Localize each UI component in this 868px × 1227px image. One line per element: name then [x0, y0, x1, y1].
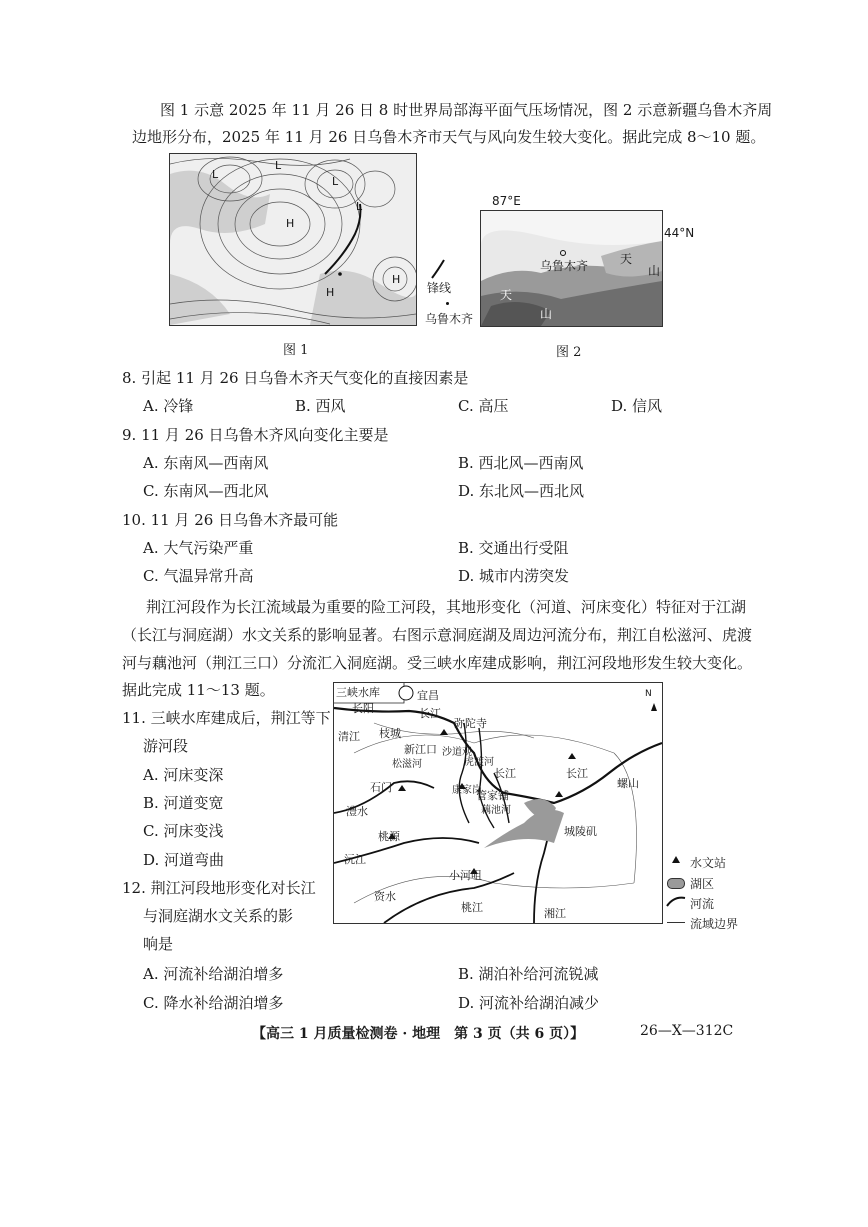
isobar-map: [170, 154, 416, 325]
tianshan-label: 天: [620, 252, 633, 266]
station-legend-icon: [672, 856, 680, 863]
map-label-shimen: 石门: [370, 781, 392, 794]
q8-option-b: B. 西风: [295, 397, 346, 415]
map-label-sanxia: 三峡水库: [336, 686, 380, 699]
q11-option-a: A. 河床变深: [143, 766, 224, 784]
q9-option-c: C. 东南风—西北风: [143, 482, 269, 500]
map-label-xiaohezui: 小河咀: [449, 869, 482, 882]
intro2-line4: 据此完成 11～13 题。: [122, 681, 275, 699]
tianshan-label: 山: [540, 307, 553, 321]
map-label-qingjiang: 清江: [338, 730, 360, 743]
lake-legend-label: 湖区: [690, 877, 715, 891]
low-label: L: [275, 159, 282, 172]
figure-1-caption: 图 1: [283, 343, 309, 358]
q10-option-b: B. 交通出行受阻: [458, 539, 569, 557]
map-label-yichang: 宜昌: [417, 689, 439, 702]
paper-code: 26—X—312C: [640, 1023, 734, 1039]
intro2-line2: （长江与洞庭湖）水文关系的影响显著。右图示意洞庭湖及周边河流分布，荆江自松滋河、虎渡: [122, 626, 753, 644]
q9-option-d: D. 东北风—西北风: [458, 482, 585, 500]
map-label-shadaoguan: 沙道观: [442, 747, 472, 758]
figure-1-pressure-map: [169, 153, 417, 326]
front-line-legend-icon: [428, 258, 448, 280]
question-10-stem: 10. 11 月 26 日乌鲁木齐最可能: [122, 511, 339, 529]
q8-option-c: C. 高压: [458, 397, 509, 415]
map-label-changjiang: 长江: [419, 707, 441, 720]
intro1-line2: 边地形分布，2025 年 11 月 26 日乌鲁木齐市天气与风向发生较大变化。据此完成 8～10 题。: [132, 128, 766, 146]
q12-option-c: C. 降水补给湖泊增多: [143, 994, 284, 1012]
latitude-label: 44°N: [664, 226, 695, 240]
map-label-guanjiapu: 管家铺: [476, 789, 509, 802]
q9-option-a: A. 东南风—西南风: [143, 454, 269, 472]
map-label-mituosi: 弥陀寺: [454, 717, 487, 730]
front-line-legend-label: 锋线: [427, 281, 452, 295]
intro1-line1: 图 1 示意 2025 年 11 月 26 日 8 时世界局部海平面气压场情况，图 2 示意新疆乌鲁木齐周: [160, 101, 773, 119]
map-label-changyang: 长阳: [352, 702, 374, 715]
tianshan-label: 天: [500, 288, 513, 302]
tianshan-label: 山: [648, 264, 661, 278]
q12-option-d: D. 河流补给湖泊减少: [458, 994, 600, 1012]
question-12-stem-cont: 与洞庭湖水文关系的影: [143, 907, 294, 925]
map-label-hudu-river: 虎渡河: [464, 757, 494, 768]
map-label-chenglingji: 城陵矶: [564, 825, 597, 838]
map-label-changjiang: 长江: [566, 767, 588, 780]
page-footer: 【高三 1 月质量检测卷 · 地理 第 3 页（共 6 页）】: [252, 1026, 585, 1042]
map-label-lishui: 澧水: [346, 805, 368, 818]
map-label-zhicheng: 枝城: [379, 727, 401, 740]
q11-option-b: B. 河道变宽: [143, 794, 224, 812]
dongting-lake-map: [333, 682, 663, 924]
urumqi-label: 乌鲁木齐: [540, 259, 589, 273]
intro2-line3: 河与藕池河（荆江三口）分流汇入洞庭湖。受三峡水库建成影响，荆江河段地形发生较大变化。: [122, 654, 753, 672]
map-label-changjiang: 长江: [494, 767, 516, 780]
north-arrow-label: N: [645, 689, 652, 699]
map-label-xinjiangkou: 新江口: [404, 743, 437, 756]
question-9-stem: 9. 11 月 26 日乌鲁木齐风向变化主要是: [122, 426, 389, 444]
question-8-stem: 8. 引起 11 月 26 日乌鲁木齐天气变化的直接因素是: [122, 369, 469, 387]
q9-option-b: B. 西北风—西南风: [458, 454, 584, 472]
question-12-stem-cont2: 响是: [143, 935, 174, 953]
low-label: L: [356, 200, 363, 213]
figure-2-caption: 图 2: [556, 345, 582, 360]
question-12-stem: 12. 荆江河段地形变化对长江: [122, 879, 316, 897]
q12-option-b: B. 湖泊补给河流锐减: [458, 965, 599, 983]
high-label: H: [326, 286, 335, 299]
q10-option-d: D. 城市内涝突发: [458, 567, 570, 585]
q8-option-a: A. 冷锋: [143, 397, 194, 415]
q10-option-c: C. 气温异常升高: [143, 567, 254, 585]
map-label-zishui: 资水: [374, 890, 396, 903]
intro2-line1: 荆江河段作为长江流域最为重要的险工河段，其地形变化（河道、河床变化）特征对于江湖: [146, 598, 747, 616]
river-legend-label: 河流: [690, 897, 715, 911]
low-label: L: [332, 175, 339, 188]
map-label-taojiang: 桃江: [461, 901, 483, 914]
lake-legend-icon: [667, 878, 685, 889]
map-label-songzi-river: 松滋河: [392, 759, 422, 770]
map-label-taoyuan: 桃源: [378, 830, 400, 843]
q11-option-c: C. 河床变浅: [143, 822, 224, 840]
q12-option-a: A. 河流补给湖泊增多: [143, 965, 284, 983]
map-label-kangjiagang: 康家岗: [452, 785, 482, 796]
q10-option-a: A. 大气污染严重: [143, 539, 254, 557]
q8-option-d: D. 信风: [611, 397, 663, 415]
question-11-stem: 11. 三峡水库建成后，荆江等下: [122, 709, 331, 727]
city-dot-icon: [446, 302, 449, 305]
high-label: H: [286, 217, 295, 230]
longitude-label: 87°E: [492, 194, 521, 208]
boundary-legend-icon: [667, 922, 685, 923]
high-label: H: [392, 273, 401, 286]
q11-option-d: D. 河道弯曲: [143, 851, 225, 869]
station-legend-label: 水文站: [690, 856, 727, 870]
boundary-legend-label: 流域边界: [690, 917, 739, 931]
map-label-xiangjiang: 湘江: [544, 907, 566, 920]
map-label-yuanjiang: 沅江: [344, 853, 366, 866]
low-label: L: [212, 168, 219, 181]
map-label-ouchi-river: 藕池河: [481, 805, 511, 816]
question-11-stem-cont: 游河段: [143, 737, 189, 755]
river-legend-icon: [666, 894, 686, 908]
map-label-luoshan: 螺山: [617, 777, 639, 790]
city-legend-label: 乌鲁木齐: [425, 312, 474, 326]
